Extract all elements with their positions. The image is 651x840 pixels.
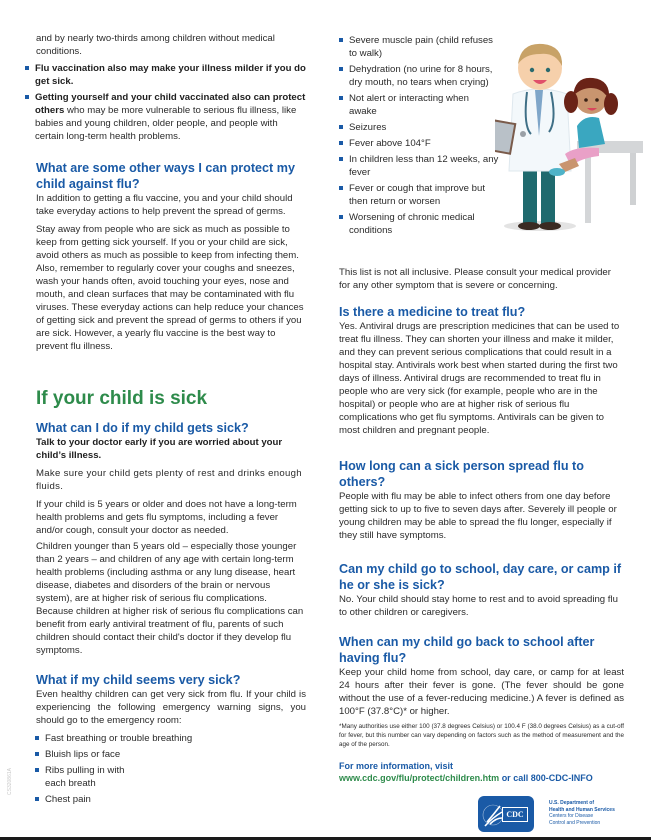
section-heading: What are some other ways I can protect my child against flu? bbox=[36, 161, 295, 191]
emergency-signs-continued bbox=[339, 34, 499, 240]
list-item: Bluish lips or face bbox=[35, 748, 306, 761]
school-sick-section: Can my child go to school, day care, or camp if he or she is sick? No. Your child should stay home to rest and to avoid spreading flu to other children or caregivers. bbox=[339, 561, 624, 619]
cdc-wordmark: CDC bbox=[502, 807, 528, 822]
gets-sick-section: What can I do if my child gets sick? Talk to your doctor early if you are worried about your child’s illness. Make sure your child gets plenty of rest and drinks enough fluids. If your child is 5 years or older and does not have a long-term health problems and gets flu symptoms, including a fever and/or cough, consult your doctor as needed. Children younger than 5 years old – especially those younger than 2 years – and children of any age with certain long-term health problems (including asthma or any lung disease, heart disease, diabetes and disorders of the brain or nervous system), are at higher risk of serious flu complications. Because children at higher risk of serious flu complications can benefit from early antiviral treatment of flu, parents of such children should contact their child's doctor if they develop flu symptoms. bbox=[36, 420, 306, 657]
list-item: Chest pain bbox=[35, 793, 306, 806]
list-item: Worsening of chronic medical conditions bbox=[339, 211, 499, 237]
doctor-child-illustration bbox=[495, 26, 645, 236]
medicine-section: Is there a medicine to treat flu? Yes. Antiviral drugs are prescription medicines that can be used to treat flu illness. They can shorten your illness and make it milder, and they can prevent serious complications that could result in a hospital stay. Antivirals work best when started during the first two days of illness. Antiviral drugs are recommended to treat flu in people who are very sick (for example, people who are in the hospital) or people who are at higher risk of serious flu complications who get flu symptoms. Antivirals can be given to most children and pregnant people. bbox=[339, 304, 624, 437]
sick-section-title: If your child is sick bbox=[36, 388, 208, 409]
list-item: Ribs pulling in with each breath bbox=[35, 764, 145, 790]
list-item: In children less than 12 weeks, any fever bbox=[339, 153, 499, 179]
document-code: CS320861A bbox=[7, 768, 13, 795]
cdc-children-link[interactable]: www.cdc.gov/flu/protect/children.htm bbox=[339, 773, 500, 783]
list-item: Dehydration (no urine for 8 hours, dry mouth, no tears when crying) bbox=[339, 63, 499, 89]
section-heading: Is there a medicine to treat flu? bbox=[339, 305, 526, 319]
section-heading: What can I do if my child gets sick? bbox=[36, 421, 249, 435]
emergency-signs-list bbox=[35, 732, 306, 806]
list-item: Seizures bbox=[339, 121, 499, 134]
list-item: Not alert or interacting when awake bbox=[339, 92, 499, 118]
benefits-list bbox=[25, 62, 306, 146]
agency-name: U.S. Department of Health and Human Services Centers for Disease Control and Prevention bbox=[549, 800, 615, 826]
back-to-school-section: When can my child go back to school after having flu? Keep your child home from school, day care, or camp for at least 24 hours after their fever is gone. (The fever should be gone without the use of a fever-reducing medicine.) A fever is defined as 100°F (37.8°C)* or higher. *Many authorities use either 100 (37.8 degrees Celsius) or 100.4 F (38.0 degrees Celsius) as a cut-off for fever, but this number can vary depending on factors such as the method of measurement and the age of the person. bbox=[339, 635, 624, 748]
list-item: Flu vaccination also may make your illness milder if you do get sick. bbox=[25, 62, 306, 88]
list-item: Fever or cough that improve but then return or worsen bbox=[339, 182, 499, 208]
spread-section: How long can a sick person spread flu to others? People with flu may be able to infect others from one day before getting sick to up to five to seven days after. Severely ill people or young children may be able to spread the flu longer, especially if they still have symptoms. bbox=[339, 458, 624, 542]
intro-continuation: and by nearly two-thirds among children without medical conditions. bbox=[36, 33, 275, 57]
hhs-cdc-logo bbox=[478, 796, 534, 832]
list-item: Fast breathing or trouble breathing bbox=[35, 732, 306, 745]
section-heading: What if my child seems very sick? bbox=[36, 673, 241, 687]
very-sick-section: What if my child seems very sick? Even healthy children can get very sick from flu. If your child is experiencing the following emergency warning signs, you should go to the emergency room: Fast breathing or trouble breathing Bluish lips or face Ribs pulling in with each breath Chest pain bbox=[36, 673, 306, 805]
list-item: Getting yourself and your child vaccinated also can protect others who may be more vulnerable to serious flu illness, like babies and young children, older people, and people with certain long-term health problems. bbox=[25, 91, 306, 143]
section-heading: How long can a sick person spread flu to others? bbox=[339, 459, 584, 489]
list-item: Severe muscle pain (child refuses to walk) bbox=[339, 34, 499, 60]
section-heading: When can my child go back to school after having flu? bbox=[339, 635, 595, 665]
not-inclusive-note: This list is not all inclusive. Please consult your medical provider for any other symptom that is severe or concerning. bbox=[339, 267, 611, 291]
section-heading: Can my child go to school, day care, or camp if he or she is sick? bbox=[339, 562, 622, 592]
more-info: For more information, visit www.cdc.gov/flu/protect/children.htm or call 800-CDC-INFO bbox=[339, 761, 593, 783]
hhs-eagle-icon bbox=[482, 802, 504, 828]
protect-section: What are some other ways I can protect my child against flu? In addition to getting a flu vaccine, you and your child should take everyday actions to help prevent the spread of germs. Stay away from people who are sick as much as possible to keep from getting sick yourself. If you or your child are sick, avoid others as much as possible to keep from infecting them. Also, remember to regularly cover your coughs and sneezes, wash your hands often, avoid touching your eyes, nose and mouth, and clean surfaces that may be contaminated with flu viruses. These everyday actions can help reduce your chances of getting sick and prevent the spread of germs to others if you are sick. However, a yearly flu vaccine is the best way to prevent flu illness. bbox=[36, 160, 306, 353]
list-item: Fever above 104°F bbox=[339, 137, 499, 150]
